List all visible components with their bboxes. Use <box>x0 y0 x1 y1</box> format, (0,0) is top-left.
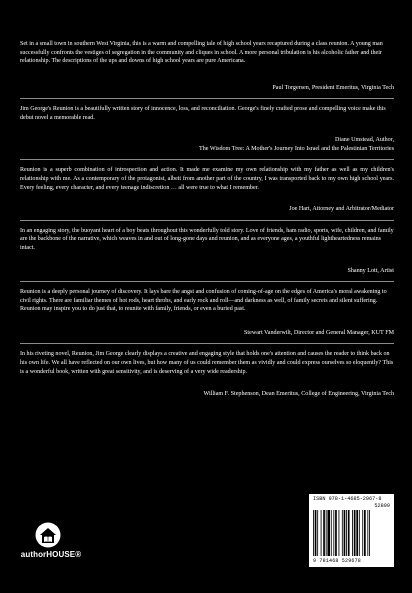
review-stephenson <box>20 350 394 398</box>
review-text: Set in a small town in southern West Virginia, this is a warm and compelling tale of high school years recaptured during a class reunion. A young man successfully confronts the vestiges of segregation in the community and cliques in school. A more personal tribulation is his alcoholic father and their relationship. The descriptions of the ups and downs of high school years are pure Americana. <box>20 41 383 65</box>
divider <box>20 159 394 160</box>
review-text: Jim George's Reunion is a beautifully written story of innocence, loss, and reconciliation. George's finely crafted prose and compelling voice make this debut novel a memorable read. <box>20 106 386 121</box>
review-text: Reunion is a deeply personal journey of discovery. It lays bare the angst and confusion of coming-of-age on the edges of America's moral awakening to civil rights. There are familiar themes of hot rods, heart throbs, and early rock and roll—and darkness as well, of family secrets and silent suffering. Reunion may inspire you to do just that, to reunite with family, friends, or even a buried past. <box>20 289 387 313</box>
review-lott <box>20 227 394 275</box>
barcode-bars <box>313 510 391 558</box>
publisher-logo <box>20 522 80 564</box>
review-text: In his riveting novel, Reunion, Jim George clearly displays a creative and engaging style that holds one's attention and causes the reader to think back on his own life. We all have reflected on our own lives, but how many of us could remember them as vividly and could express ourselves so eloquently? This is a wonderful book, written with great sensitivity, and is deserving of a very wide readership. <box>20 351 394 375</box>
review-text: Reunion is a superb combination of introspection and action. It made me examine my own relationship with my father as well as my children's relationship with me. As a contemporary of the protagonist, albeit from another part of the country, I was transported back to my own high school years. Every feeling, every character, and every teenage indiscretion … all were true to what I remember. <box>20 167 394 191</box>
publisher-name: authorHOUSE® <box>20 550 82 559</box>
reviews-column <box>20 40 394 399</box>
review-attribution-book-title: The Wisdom Tree: A Mother's Journey Into Israel and the Palestinian Territories <box>199 145 394 152</box>
review-attribution: William F. Stephenson, Dean Emeritus, College of Engineering, Virginia Tech <box>203 391 394 398</box>
divider <box>20 220 394 221</box>
review-attribution: Paul Torgersen, President Emeritus, Virginia Tech <box>272 84 394 91</box>
isbn-label: ISBN 978-1-4685-2967-8 <box>313 496 382 502</box>
review-attribution: Joe Hart, Attorney and Arbitrator/Mediator <box>289 206 394 213</box>
review-umstead <box>20 105 394 153</box>
review-hart <box>20 166 394 213</box>
ean-digits: 9 781468 529678 <box>313 558 362 564</box>
price-code: 52899 <box>374 503 390 509</box>
review-attribution: Stewart Vanderwilt, Director and General Manager, KUT FM <box>244 329 394 336</box>
divider <box>20 98 394 99</box>
isbn-barcode <box>309 494 394 567</box>
review-attribution: Diane Umstead, Author, <box>335 137 394 144</box>
review-attribution: Shanny Lott, Artist <box>347 267 394 274</box>
review-vanderwilt <box>20 288 394 337</box>
review-torgersen <box>20 40 394 92</box>
house-book-logo-icon <box>34 522 62 548</box>
divider <box>20 343 394 344</box>
divider <box>20 281 394 282</box>
review-text: In an engaging story, the buoyant heart of a boy beats throughout this wonderfully told story. Love of friends, ham radio, sports, wife, children, and family are the backbone of the narrative, which weaves in and out of long-gone days and reunion, and as everyone ages, a youthful lightheartedness remains intact. <box>20 227 394 251</box>
